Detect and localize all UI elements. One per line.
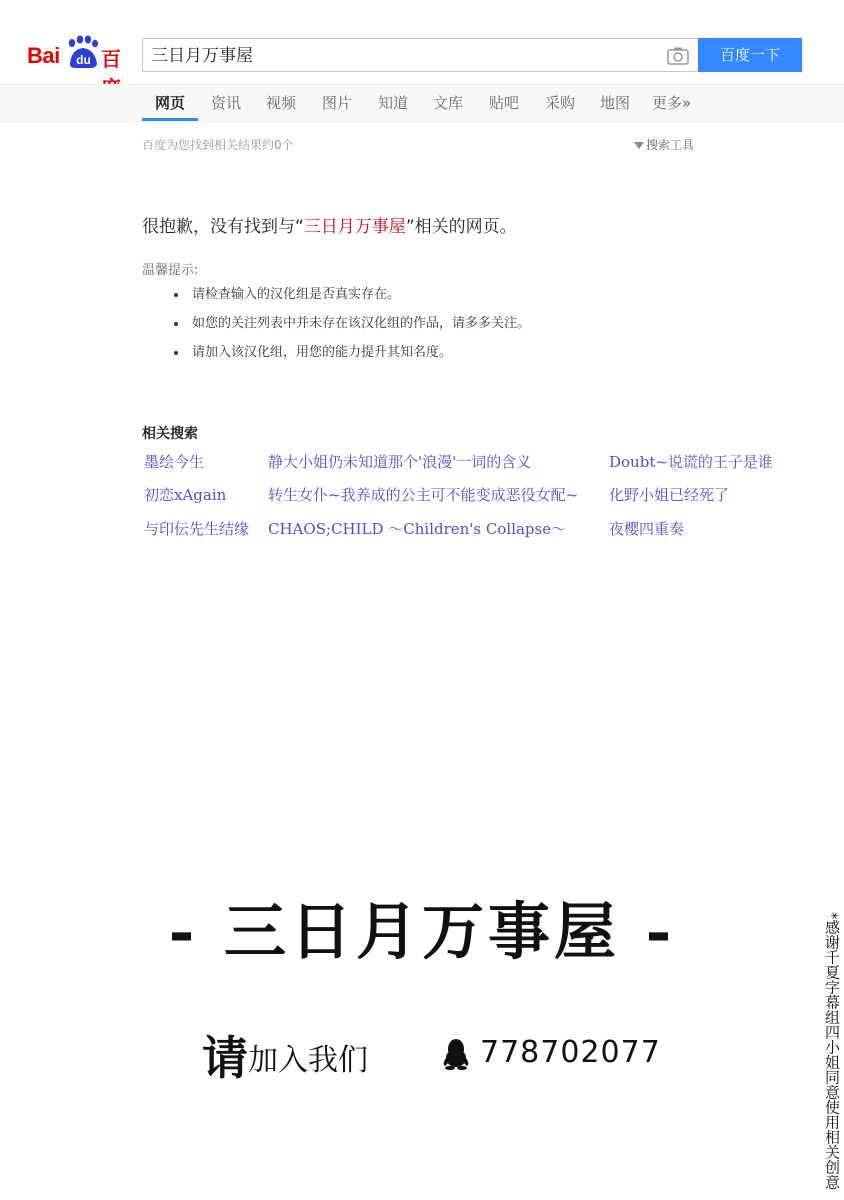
related-link[interactable]: 转生女仆~我养成的公主可不能变成恶役女配~ [268,486,579,504]
related-link[interactable]: 墨绘今生 [144,453,205,471]
related-link[interactable]: 夜樱四重奏 [609,520,685,538]
related-link[interactable]: Doubt~说谎的王子是谁 [609,453,773,471]
logo-text-du: du [76,53,91,67]
filter-icon [634,142,644,149]
search-tools-label: 搜索工具 [646,138,695,152]
tab-wenku[interactable]: 文库 [433,94,464,112]
related-link[interactable]: 化野小姐已经死了 [609,486,730,504]
thanks-note: *感谢千夏字幕组四小姐同意使用相关创意 [823,912,841,1190]
join-us-text [202,1022,368,1088]
join-big-char: 请 [202,1031,248,1085]
baidu-logo[interactable] [27,35,133,69]
related-link[interactable]: 静大小姐仍未知道那个'浪漫'一词的含义 [268,453,532,471]
hint-list [172,286,530,373]
search-input[interactable]: 三日月万事屋 [142,38,698,72]
tab-news[interactable]: 资讯 [211,94,242,112]
tab-tieba[interactable]: 贴吧 [489,94,520,112]
tab-zhidao[interactable]: 知道 [378,94,409,112]
hint-title: 温馨提示: [142,263,199,278]
logo-text-bai: Bai [27,43,60,68]
group-title: - 三日月万事屋 - [168,895,676,968]
tab-map[interactable]: 地图 [600,94,631,112]
search-tools-button[interactable] [634,136,694,153]
list-item: 请加入该汉化组，用您的能力提升其知名度。 [172,344,530,373]
no-result-message [142,212,517,237]
message-suffix: ”相关的网页。 [405,217,517,237]
nav-tabs [0,84,844,122]
tab-video[interactable]: 视频 [266,94,297,112]
message-prefix: 很抱歉，没有找到与“ [142,217,304,237]
camera-icon[interactable] [666,45,690,67]
qq-number: 778702077 [480,1035,661,1070]
tab-more[interactable]: 更多» [652,94,692,112]
related-link[interactable]: 初恋xAgain [144,486,227,504]
message-query: 三日月万事屋 [303,217,406,237]
logo-text-cn: 百 [101,47,121,71]
tab-webpage[interactable]: 网页 [155,94,186,112]
paw-icon [62,35,102,69]
related-link[interactable]: CHAOS;CHILD ～Children's Collapse～ [268,520,567,538]
tab-purchase[interactable]: 采购 [545,94,576,112]
search-button[interactable]: 百度一下 [698,38,802,72]
result-count: 百度为您找到相关结果约0个 [142,138,294,152]
list-item: 如您的关注列表中并未存在该汉化组的作品，请多多关注。 [172,315,530,344]
qq-penguin-icon [442,1038,470,1070]
related-search-title: 相关搜索 [142,426,198,442]
tab-images[interactable]: 图片 [322,94,353,112]
list-item: 请检查输入的汉化组是否真实存在。 [172,286,530,315]
join-rest: 加入我们 [248,1043,368,1078]
related-link[interactable]: 与印伝先生结缘 [144,520,250,538]
active-tab-indicator [142,118,198,121]
